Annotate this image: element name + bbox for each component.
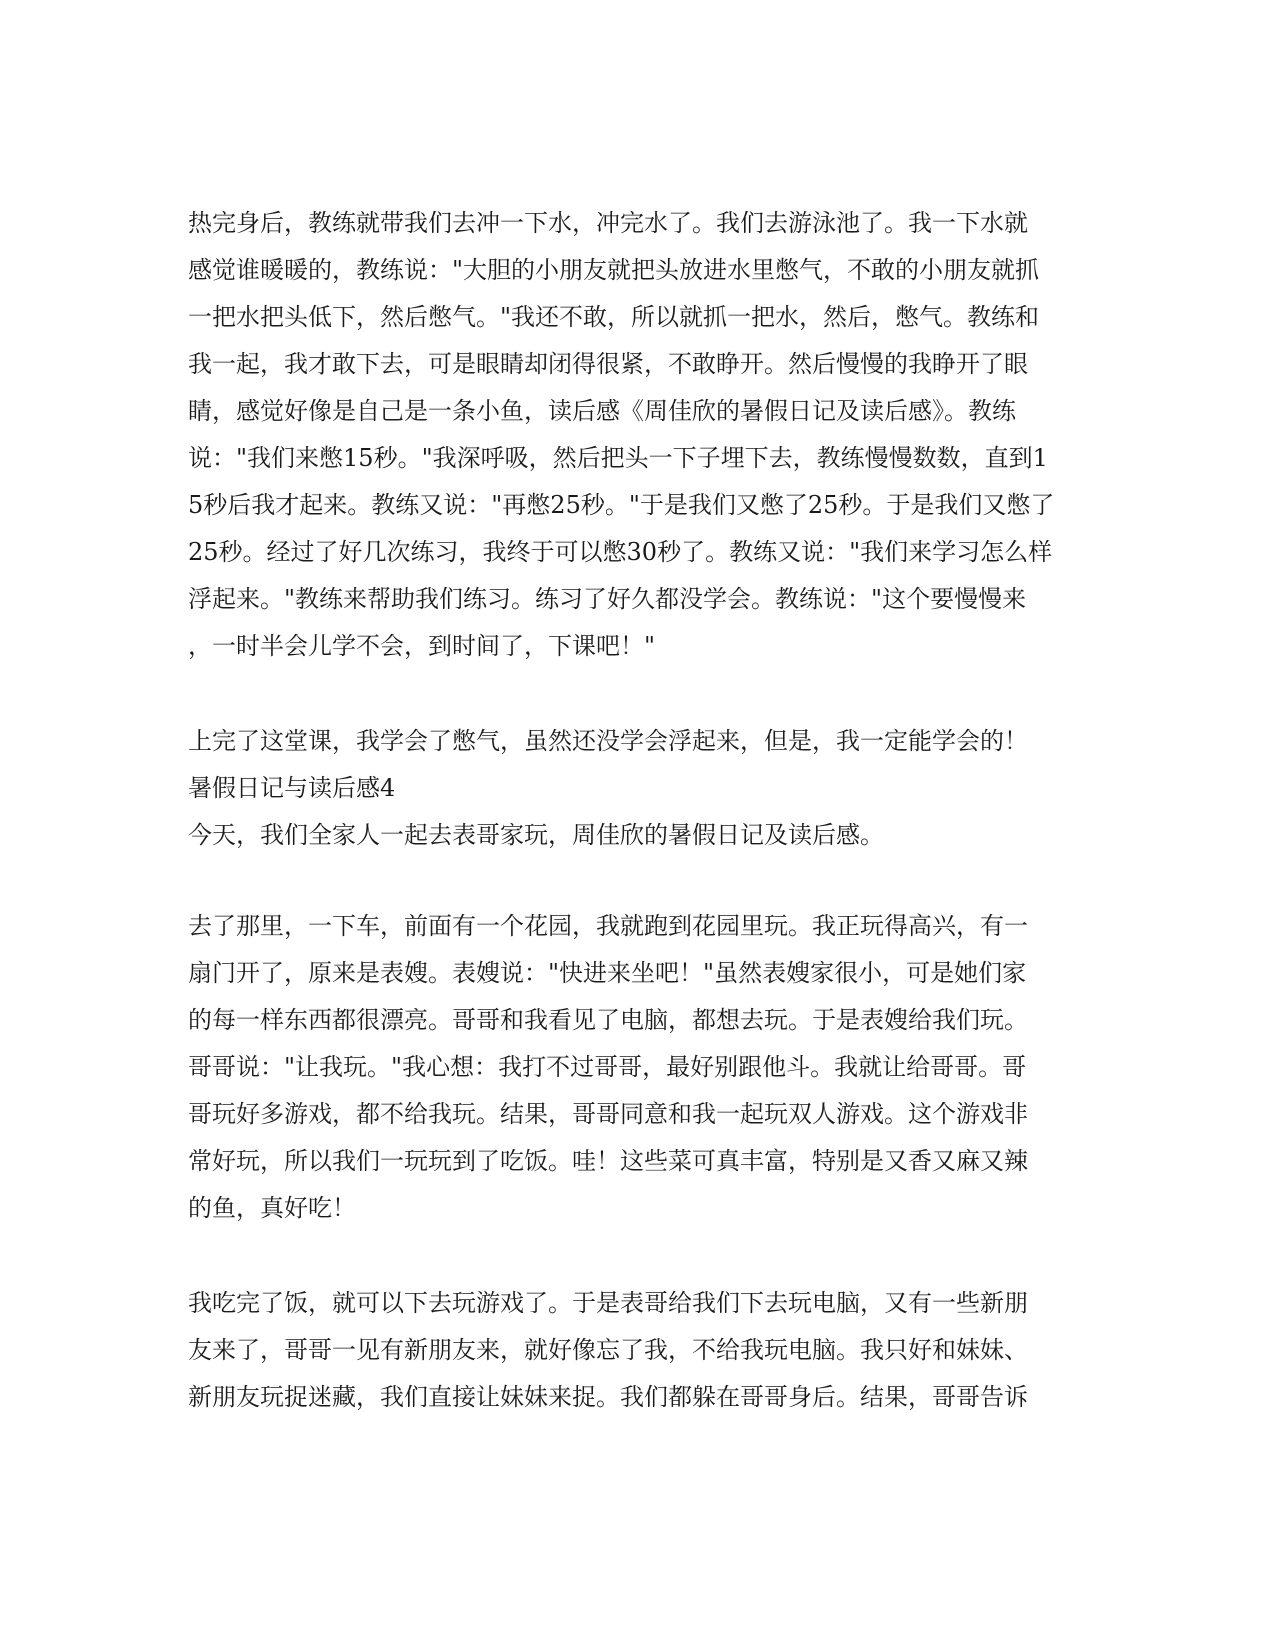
text-line: 热完身后，教练就带我们去冲一下水，冲完水了。我们去游泳池了。我一下水就: [188, 209, 1028, 237]
text-line: 新朋友玩捉迷藏，我们直接让妹妹来捉。我们都躲在哥哥身后。结果，哥哥告诉: [188, 1383, 1028, 1411]
text-line: 睛，感觉好像是自己是一条小鱼，读后感《周佳欣的暑假日记及读后感》。教练: [188, 397, 1016, 425]
text-line: 哥哥说："让我玩。"我心想：我打不过哥哥，最好别跟他斗。我就让给哥哥。哥: [188, 1053, 1027, 1081]
text-line: 哥玩好多游戏，都不给我玩。结果，哥哥同意和我一起玩双人游戏。这个游戏非: [188, 1100, 1028, 1128]
text-line: 的鱼，真好吃！: [188, 1194, 356, 1222]
paragraph-visit: [188, 903, 1068, 1232]
text-line: 去了那里，一下车，前面有一个花园，我就跑到花园里玩。我正玩得高兴，有一: [188, 912, 1028, 940]
text-line: 友来了，哥哥一见有新朋友来，就好像忘了我，不给我玩电脑。我只好和妹妹、: [188, 1336, 1028, 1364]
paragraph-intro: 今天，我们全家人一起去表哥家玩，周佳欣的暑假日记及读后感。: [188, 821, 884, 849]
text-line: 说："我们来憋15秒。"我深呼吸，然后把头一下子埋下去，教练慢慢数数，直到1: [188, 444, 1048, 472]
text-line: 5秒后我才起来。教练又说："再憋25秒。"于是我们又憋了25秒。于是我们又憋了: [188, 491, 1055, 519]
section-heading: 暑假日记与读后感4: [188, 774, 396, 802]
paragraph-after-dinner: [188, 1280, 1068, 1421]
paragraph-swimming-lesson: [188, 200, 1068, 670]
text-line: 常好玩，所以我们一玩玩到了吃饭。哇！这些菜可真丰富，特别是又香又麻又辣: [188, 1147, 1028, 1175]
text-line: 25秒。经过了好几次练习，我终于可以憋30秒了。教练又说："我们来学习怎么样: [188, 538, 1053, 566]
text-line: 我吃完了饭，就可以下去玩游戏了。于是表哥给我们下去玩电脑，又有一些新朋: [188, 1289, 1028, 1317]
text-line: 一把水把头低下，然后憋气。"我还不敢，所以就抓一把水，然后，憋气。教练和: [188, 303, 1040, 331]
document-body: [188, 200, 1068, 1421]
paragraph-spacer: [188, 670, 1068, 718]
text-line: 浮起来。"教练来帮助我们练习。练习了好久都没学会。教练说："这个要慢慢来: [188, 585, 1027, 613]
text-line: 的每一样东西都很漂亮。哥哥和我看见了电脑，都想去玩。于是表嫂给我们玩。: [188, 1006, 1028, 1034]
text-line: 扇门开了，原来是表嫂。表嫂说："快进来坐吧！"虽然表嫂家很小，可是她们家: [188, 959, 1027, 987]
text-line: 感觉谁暖暖的，教练说："大胆的小朋友就把头放进水里憋气，不敢的小朋友就抓: [188, 256, 1040, 284]
paragraph-spacer: [188, 1232, 1068, 1280]
text-line: 我一起，我才敢下去，可是眼睛却闭得很紧，不敢睁开。然后慢慢的我睁开了眼: [188, 350, 1028, 378]
text-line: ，一时半会儿学不会，到时间了，下课吧！": [188, 632, 656, 660]
paragraph-spacer: [188, 859, 1068, 903]
paragraph-lesson-conclusion: 上完了这堂课，我学会了憋气，虽然还没学会浮起来，但是，我一定能学会的！: [188, 727, 1028, 755]
